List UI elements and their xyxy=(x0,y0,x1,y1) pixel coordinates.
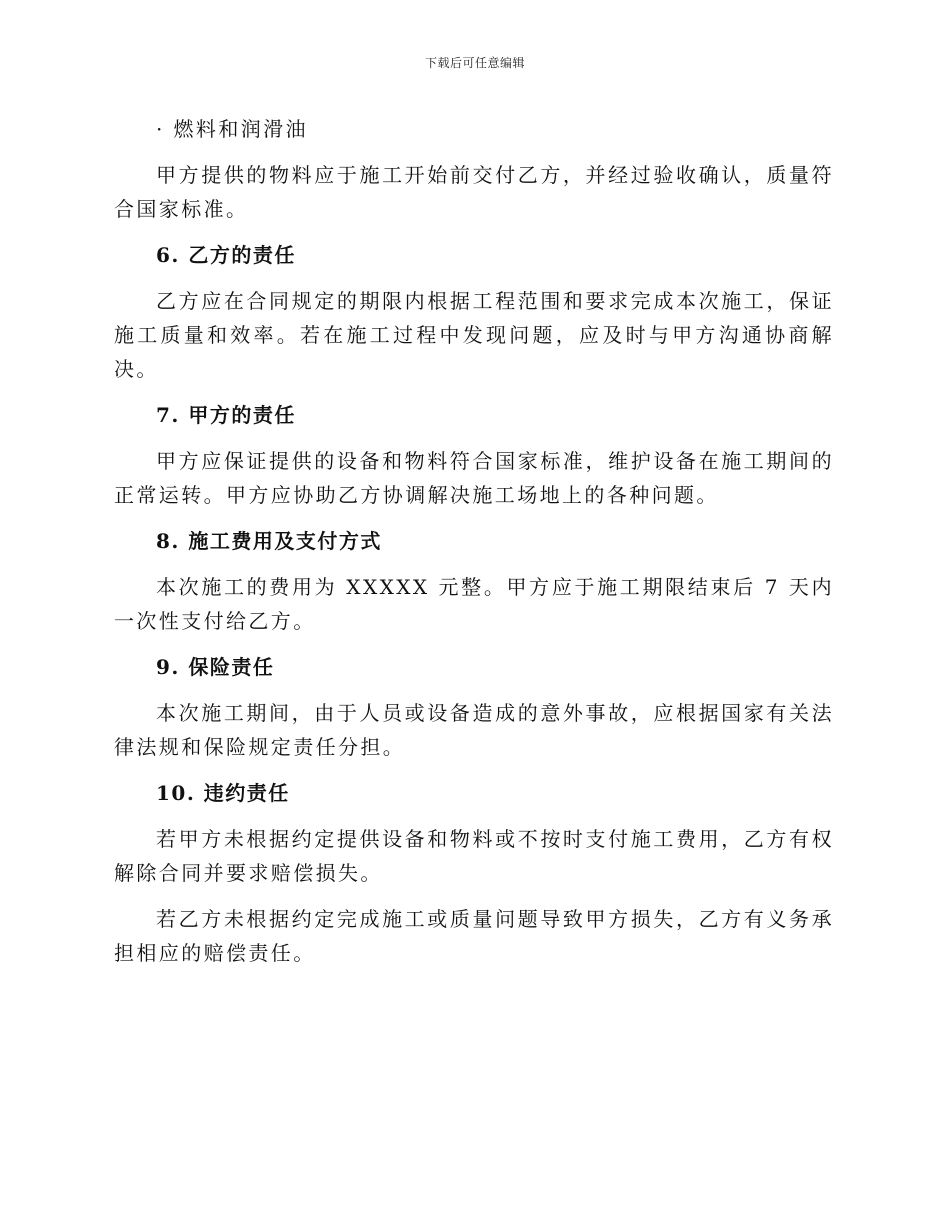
section-heading-10: 10. 违约责任 xyxy=(156,781,290,805)
section-heading-8: 8. 施工费用及支付方式 xyxy=(156,529,382,553)
paragraph-section-10b: 若乙方未根据约定完成施工或质量问题导致甲方损失，乙方有义务承担相应的赔偿责任。 xyxy=(114,907,834,965)
page-header: 下载后可任意编辑 xyxy=(424,56,525,70)
paragraph-section-7: 甲方应保证提供的设备和物料符合国家标准，维护设备在施工期间的正常运转。甲方应协助乙方协调解决施工场地上的各种问题。 xyxy=(114,449,834,507)
document-body xyxy=(114,112,834,982)
section-heading-7: 7. 甲方的责任 xyxy=(156,403,296,427)
paragraph-section-8: 本次施工的费用为 XXXXX 元整。甲方应于施工期限结束后 7 天内一次性支付给乙方。 xyxy=(114,575,834,633)
paragraph-section-10a: 若甲方未根据约定提供设备和物料或不按时支付施工费用，乙方有权解除合同并要求赔偿损失。 xyxy=(114,827,834,885)
section-heading-6: 6. 乙方的责任 xyxy=(156,243,296,267)
paragraph-section-6: 乙方应在合同规定的期限内根据工程范围和要求完成本次施工，保证施工质量和效率。若在施工过程中发现问题，应及时与甲方沟通协商解决。 xyxy=(114,289,834,381)
bullet-item-fuel: · 燃料和润滑油 xyxy=(156,117,308,141)
paragraph-materials: 甲方提供的物料应于施工开始前交付乙方，并经过验收确认，质量符合国家标准。 xyxy=(114,163,834,221)
section-heading-9: 9. 保险责任 xyxy=(156,655,275,679)
paragraph-section-9: 本次施工期间，由于人员或设备造成的意外事故，应根据国家有关法律法规和保险规定责任分担。 xyxy=(114,701,834,759)
